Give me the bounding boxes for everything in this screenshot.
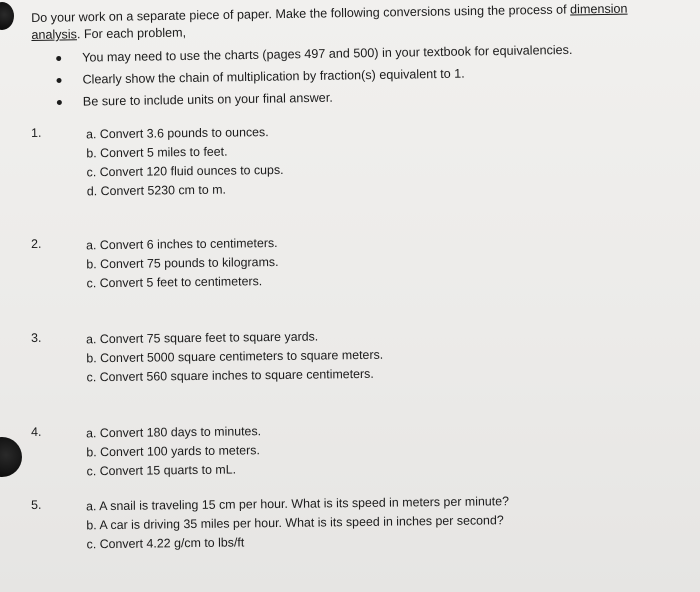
problem-parts <box>86 234 279 293</box>
punch-hole-middle <box>0 437 22 477</box>
problem-parts <box>86 327 384 388</box>
problem-part: c. Convert 4.22 g/cm to lbs/ft <box>86 535 245 552</box>
problem-part: b. A car is driving 35 miles per hour. What is its speed in inches per second? <box>86 513 504 533</box>
problem-part: c. Convert 120 fluid ounces to cups. <box>86 162 284 180</box>
instructions-paragraph <box>31 1 628 44</box>
punch-hole-top <box>0 2 14 30</box>
bullet-dot <box>57 99 62 104</box>
problem-part: a. Convert 75 square feet to square yards. <box>86 329 319 347</box>
problem-part: a. Convert 180 days to minutes. <box>86 424 262 441</box>
problem-part: c. Convert 5 feet to centimeters. <box>86 274 263 291</box>
problem-number: 3. <box>31 330 42 345</box>
instructions-line-1-prefix: Do your work on a separate piece of paper. <box>31 7 273 25</box>
problem-part: c. Convert 560 square inches to square centimeters. <box>86 366 374 385</box>
problem-part: a. A snail is traveling 15 cm per hour. What is its speed in meters per minute? <box>86 494 510 514</box>
problem-part: c. Convert 15 quarts to mL. <box>86 462 237 479</box>
problem-number: 5. <box>31 497 42 512</box>
problem-number: 1. <box>31 125 42 140</box>
problem-parts <box>86 422 262 481</box>
problem-part: a. Convert 3.6 pounds to ounces. <box>86 125 269 142</box>
bullet-dot <box>56 77 61 82</box>
problem-part: b. Convert 5000 square centimeters to square meters. <box>86 347 384 366</box>
problem-number: 2. <box>31 236 42 251</box>
bullet-text: Be sure to include units on your final answer. <box>82 90 333 109</box>
instructions-line-2-rest: . For each problem, <box>76 25 187 42</box>
problem-number: 4. <box>31 424 42 439</box>
problem-parts <box>86 123 284 201</box>
instructions-line-1-rest: Make the following conversions using the process of <box>271 2 571 22</box>
analysis-link: analysis <box>31 27 77 42</box>
instruction-bullets <box>56 39 573 113</box>
problem-part: b. Convert 100 yards to meters. <box>86 443 260 460</box>
problem-part: a. Convert 6 inches to centimeters. <box>86 235 278 253</box>
bullet-text: You may need to use the charts (pages 497 and 500) in your textbook for equivalencies. <box>82 42 573 65</box>
dimension-link: dimension <box>569 1 628 17</box>
bullet-text: Clearly show the chain of multiplication by fraction(s) equivalent to 1. <box>82 66 465 87</box>
problem-part: d. Convert 5230 cm to m. <box>86 182 227 199</box>
problem-part: b. Convert 5 miles to feet. <box>86 144 228 161</box>
bullet-dot <box>56 55 61 60</box>
problem-parts <box>86 492 510 554</box>
problem-part: b. Convert 75 pounds to kilograms. <box>86 254 279 272</box>
